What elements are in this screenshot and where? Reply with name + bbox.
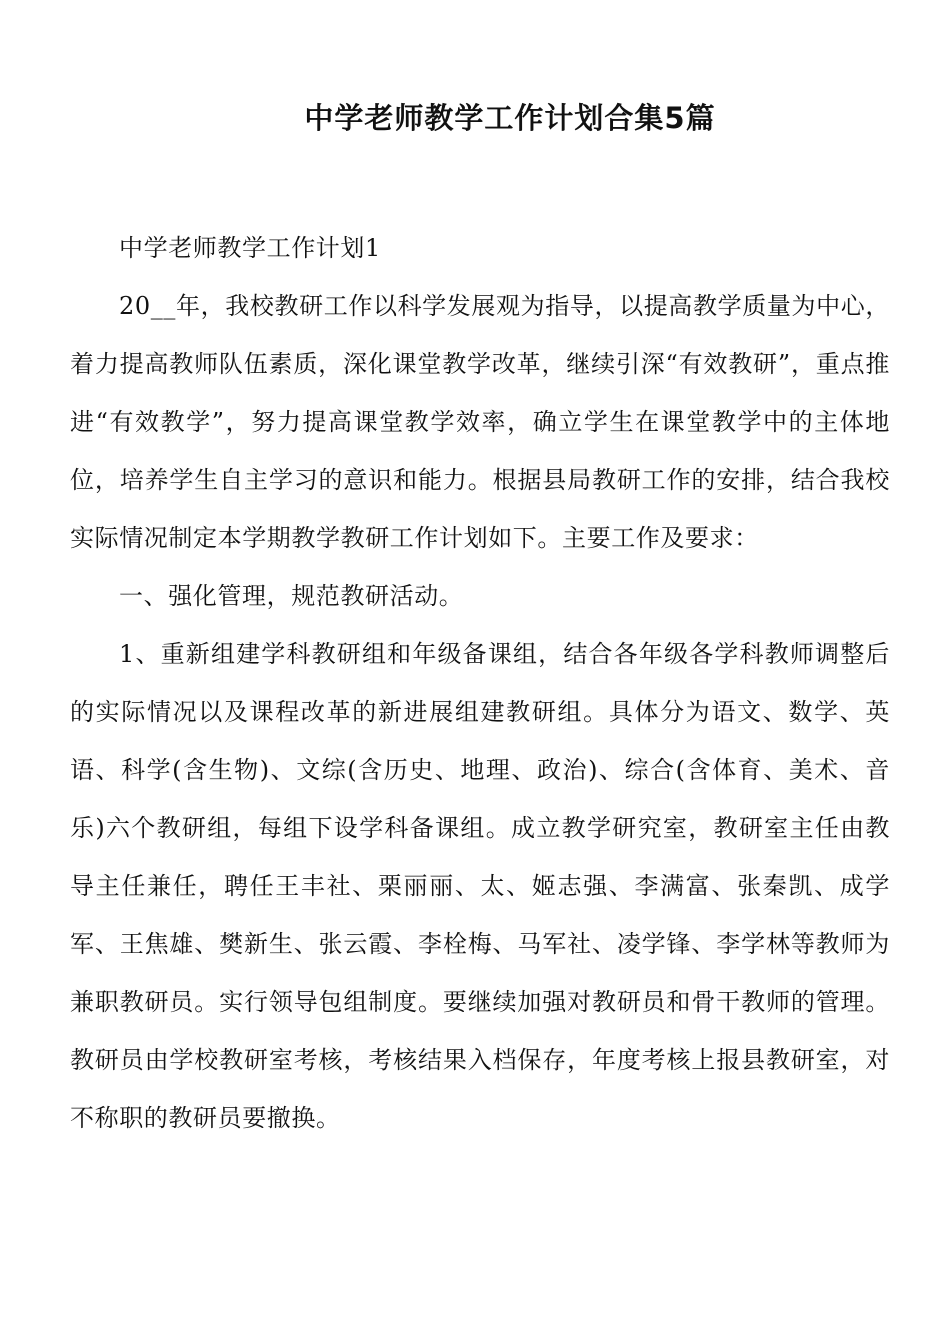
paragraph-item-1: 1、重新组建学科教研组和年级备课组，结合各年级各学科教师调整后的实际情况以及课程改革的新进展组建教研组。具体分为语文、数学、英语、科学(含生物)、文综(含历史、地理、政治)、综合(含体育、美术、音乐)六个教研组，每组下设学科备课组。成立教学研究室，教研室主任由教导主任兼任，聘任王丰社、栗丽丽、太、姬志强、李满富、张秦凯、成学军、王焦雄、樊新生、张云霞、李栓梅、马军社、凌学锋、李学林等教师为兼职教研员。实行领导包组制度。要继续加强对教研员和骨干教师的管理。教研员由学校教研室考核，考核结果入档保存，年度考核上报县教研室，对不称职的教研员要撤换。 [70, 640, 890, 1132]
paragraph-section-1: 一、强化管理，规范教研活动。 [119, 582, 464, 610]
document-body [70, 219, 890, 1147]
section-heading: 中学老师教学工作计划1 [119, 234, 381, 262]
paragraph-intro: 20__年，我校教研工作以科学发展观为指导，以提高教学质量为中心，着力提高教师队伍素质，深化课堂教学改革，继续引深“有效教研”，重点推进“有效教学”，努力提高课堂教学效率，确立学生在课堂教学中的主体地位，培养学生自主学习的意识和能力。根据县局教研工作的安排，结合我校实际情况制定本学期教学教研工作计划如下。主要工作及要求： [70, 292, 890, 552]
document-title: 中学老师教学工作计划合集5篇 [304, 101, 716, 135]
